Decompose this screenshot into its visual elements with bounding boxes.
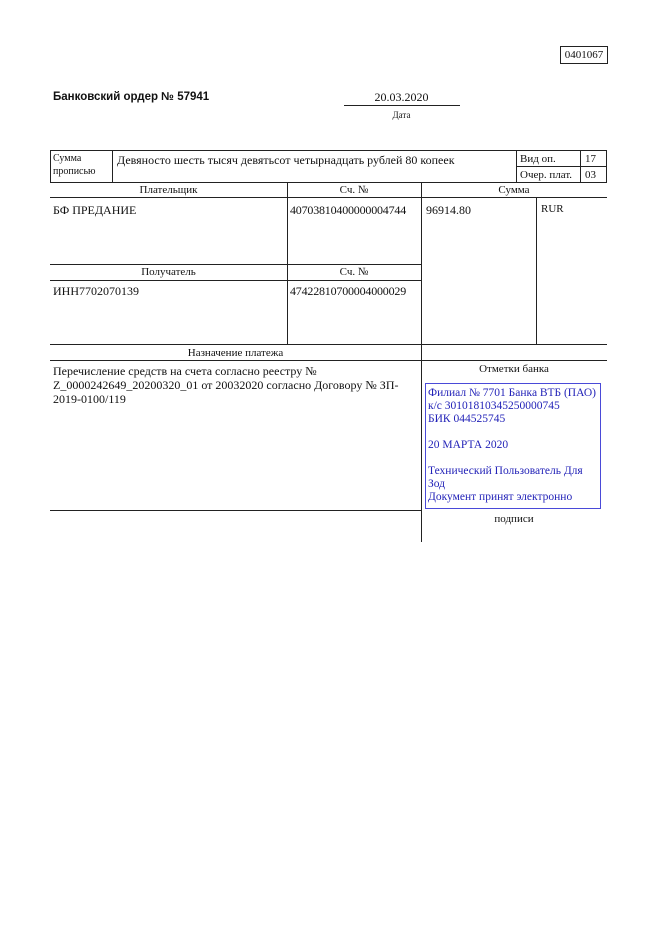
table-line bbox=[50, 360, 607, 361]
op-ocher-value: 03 bbox=[585, 169, 596, 181]
stamp-line-3: БИК 044525745 bbox=[428, 413, 506, 425]
purpose-line-1: Перечисление средств на счета согласно реестру № bbox=[53, 364, 317, 378]
amount-words-label-2: прописью bbox=[53, 166, 96, 177]
bank-stamp bbox=[425, 383, 601, 509]
bank-marks-header: Отметки банка bbox=[479, 363, 549, 375]
payer-header: Плательщик bbox=[139, 184, 198, 196]
table-line bbox=[606, 150, 607, 182]
date-underline bbox=[344, 105, 460, 106]
stamp-line-2: к/с 30101810345250000745 bbox=[428, 400, 560, 412]
payer-name: БФ ПРЕДАНИЕ bbox=[53, 203, 137, 217]
op-ocher-label: Очер. плат. bbox=[520, 169, 573, 181]
purpose-line-2: Z_0000242649_20200320_01 от 20032020 согласно Договору № ЗП- bbox=[53, 378, 399, 392]
table-line bbox=[112, 150, 113, 182]
stamp-line-6: Зод bbox=[428, 478, 446, 490]
stamp-spacer bbox=[428, 452, 598, 465]
table-line bbox=[421, 182, 422, 542]
table-line bbox=[516, 166, 607, 167]
amount-currency: RUR bbox=[541, 203, 564, 215]
table-line bbox=[50, 150, 51, 182]
account-header: Сч. № bbox=[339, 184, 369, 196]
recipient-header: Получатель bbox=[141, 266, 196, 278]
signatures-label: подписи bbox=[494, 513, 534, 525]
payer-account: 40703810400000004744 bbox=[290, 203, 407, 217]
stamp-line-5: Технический Пользователь Для bbox=[428, 465, 583, 477]
form-code-box bbox=[560, 46, 608, 64]
table-line bbox=[50, 510, 421, 511]
stamp-line-7: Документ принят электронно bbox=[428, 491, 573, 503]
table-line bbox=[50, 197, 607, 198]
recipient-name: ИНН7702070139 bbox=[53, 284, 139, 298]
purpose-header: Назначение платежа bbox=[187, 347, 284, 359]
amount-header: Сумма bbox=[498, 184, 530, 196]
date-value: 20.03.2020 bbox=[374, 90, 429, 104]
table-line bbox=[50, 182, 607, 183]
account2-header: Сч. № bbox=[339, 266, 369, 278]
recipient-account: 47422810700004000029 bbox=[290, 284, 407, 298]
op-vid-label: Вид оп. bbox=[520, 153, 556, 165]
table-line bbox=[536, 197, 537, 344]
table-line bbox=[50, 280, 421, 281]
stamp-spacer bbox=[428, 426, 598, 439]
amount-words-label-1: Сумма bbox=[53, 153, 82, 164]
table-line bbox=[50, 150, 607, 151]
amount-value: 96914.80 bbox=[426, 203, 471, 217]
table-line bbox=[516, 150, 517, 182]
document-title: Банковский ордер № 57941 bbox=[53, 91, 210, 103]
stamp-line-4: 20 МАРТА 2020 bbox=[428, 439, 509, 451]
op-vid-value: 17 bbox=[585, 153, 596, 165]
table-line bbox=[580, 150, 581, 182]
table-line bbox=[287, 182, 288, 344]
stamp-line-1: Филиал № 7701 Банка ВТБ (ПАО) bbox=[428, 387, 596, 399]
table-line bbox=[50, 264, 421, 265]
amount-words-value: Девяносто шесть тысяч девятьсот четырнадцать рублей 80 копеек bbox=[117, 153, 455, 167]
purpose-line-3: 2019-0100/119 bbox=[53, 392, 126, 406]
table-line bbox=[50, 344, 607, 345]
form-code: 0401067 bbox=[564, 49, 604, 61]
date-label: Дата bbox=[392, 110, 411, 120]
